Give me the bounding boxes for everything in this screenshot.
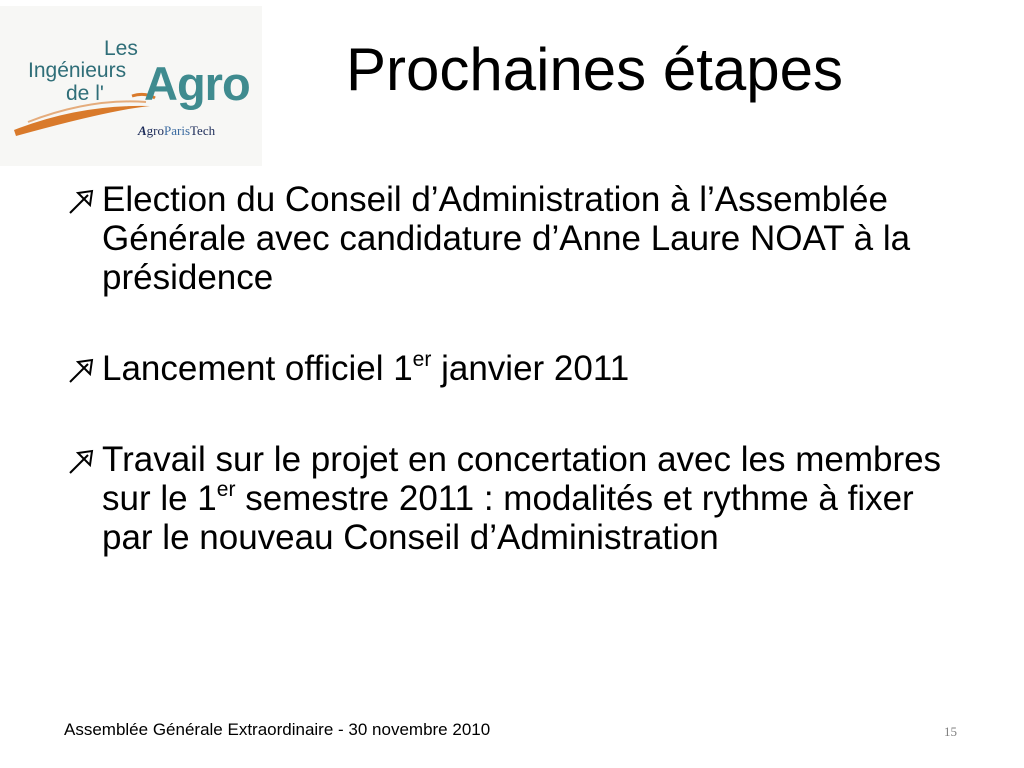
bullet-superscript: er bbox=[412, 348, 432, 371]
logo bbox=[0, 6, 262, 166]
bullet-item bbox=[66, 440, 966, 557]
bullet-text-before: Lancement officiel 1 bbox=[102, 349, 413, 388]
logo-agroparistech-tech: Tech bbox=[190, 123, 216, 138]
logo-text-ingenieurs: Ingénieurs bbox=[28, 59, 127, 82]
bullet-text-after: janvier 2011 bbox=[431, 349, 630, 388]
footer-text: Assemblée Générale Extraordinaire - 30 novembre 2010 bbox=[64, 720, 491, 739]
logo-agroparistech bbox=[138, 124, 215, 137]
bullet-text-after: semestre 2011 : modalités et rythme à fixer par le nouveau Conseil d’Administration bbox=[102, 479, 914, 557]
arrow-bullet-icon bbox=[66, 356, 98, 384]
slide-title: Prochaines étapes bbox=[346, 36, 843, 103]
logo-text-les: Les bbox=[104, 37, 138, 60]
bullet-item bbox=[66, 180, 966, 297]
logo-text-agro: Agro bbox=[144, 57, 250, 110]
bullet-item bbox=[66, 349, 966, 388]
bullet-text: Election du Conseil d’Administration à l’Assemblée Générale avec candidature d’Anne Laure NOAT à la présidence bbox=[102, 180, 911, 297]
bullet-text bbox=[102, 440, 941, 557]
arrow-bullet-icon bbox=[66, 187, 98, 215]
logo-agroparistech-a: A bbox=[138, 123, 147, 138]
bullet-text bbox=[102, 349, 629, 388]
logo-agroparistech-gro: gro bbox=[146, 123, 165, 138]
logo-agroparistech-paris: Paris bbox=[164, 123, 191, 138]
page-number: 15 bbox=[944, 724, 957, 739]
arrow-bullet-icon bbox=[66, 447, 98, 475]
logo-text-de: de l' bbox=[66, 82, 104, 105]
bullet-text-before: Travail sur le projet en concertation avec les membres sur le 1 bbox=[102, 440, 942, 518]
bullet-list bbox=[66, 180, 966, 557]
bullet-superscript: er bbox=[216, 478, 236, 501]
